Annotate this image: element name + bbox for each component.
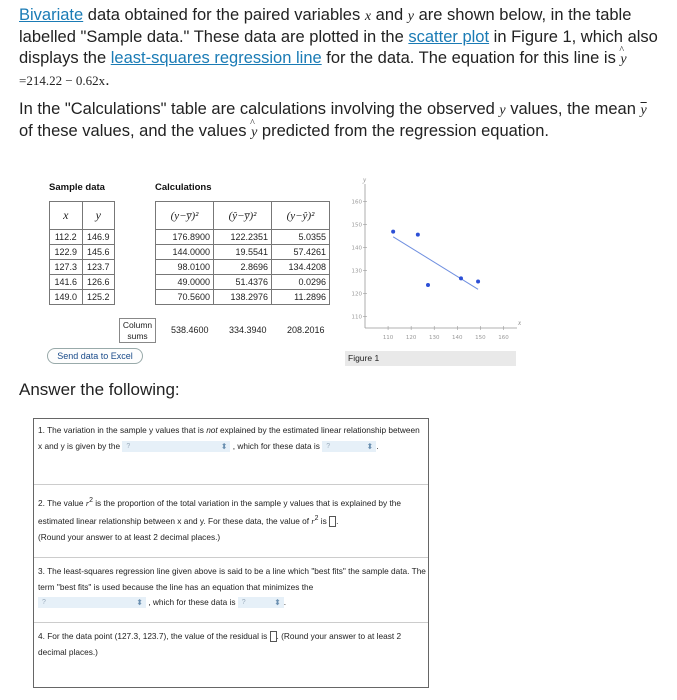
cell: 11.2896 xyxy=(272,290,330,305)
q2-answer-input[interactable] xyxy=(329,516,339,527)
q-text: is xyxy=(320,516,327,527)
cell: 5.0355 xyxy=(272,230,330,245)
cell: 123.7 xyxy=(82,260,115,275)
cell: 122.2351 xyxy=(214,230,272,245)
cell: 134.4208 xyxy=(272,260,330,275)
q-text: , which for these data is xyxy=(232,440,320,451)
table-row xyxy=(156,245,330,260)
data-point xyxy=(476,280,480,284)
var-x: x xyxy=(364,9,372,24)
question-3 xyxy=(38,564,426,611)
cell: 19.5541 xyxy=(214,245,272,260)
intro-text: data obtained for the paired variables xyxy=(87,6,361,24)
table-row xyxy=(50,245,115,260)
calculations-table xyxy=(155,201,330,305)
cell: 176.8900 xyxy=(156,230,214,245)
x-tick-label: 130 xyxy=(428,335,440,341)
q-text: . xyxy=(376,440,379,451)
y-tick-label: 120 xyxy=(351,291,362,298)
y-tick-label: 160 xyxy=(351,199,362,206)
q-text: , which for these data is xyxy=(148,597,236,607)
table-row xyxy=(156,275,330,290)
y-tick-label: 110 xyxy=(351,314,362,321)
y-hat-symbol: ^ y xyxy=(250,118,258,140)
link-bivariate[interactable]: Bivariate xyxy=(19,6,84,24)
cell: 141.6 xyxy=(50,275,83,290)
q3-dropdown-value[interactable] xyxy=(238,597,287,608)
var-y: y xyxy=(407,9,414,24)
sum-explained: 334.3940 xyxy=(229,325,267,335)
intro-paragraph-1 xyxy=(19,5,659,91)
cell: 125.2 xyxy=(82,290,115,305)
intro-text: In the "Calculations" table are calculations involving the observed xyxy=(19,100,495,118)
table-row xyxy=(50,230,115,245)
intro-text: are shown below, in the table labelled "Sample data." These data are plotted in the xyxy=(19,6,632,46)
cell: 98.0100 xyxy=(156,260,214,275)
x-tick-label: 120 xyxy=(405,335,417,341)
cell: 0.0296 xyxy=(272,275,330,290)
data-point xyxy=(391,230,395,234)
cell: 149.0 xyxy=(50,290,83,305)
calculations-label: Calculations xyxy=(155,182,212,193)
header-total-variation: (y−y̅)² xyxy=(156,202,214,230)
cell: 112.2 xyxy=(50,230,83,245)
x-tick-label: 110 xyxy=(382,335,394,341)
q4-answer-input[interactable] xyxy=(270,631,277,642)
dropdown-arrow-icon: ⬍ xyxy=(274,598,281,608)
cell: 144.0000 xyxy=(156,245,214,260)
intro-paragraph-2 xyxy=(19,99,659,143)
cell: 51.4376 xyxy=(214,275,272,290)
figure-caption: Figure 1 xyxy=(345,351,516,366)
q-text: explained by the estimated linear relationship between x and y is given by the xyxy=(38,425,420,451)
x-axis-label: x xyxy=(518,319,522,327)
intro-text: predicted from the regression equation. xyxy=(261,122,549,140)
table-row xyxy=(156,230,330,245)
intro-text: in Figure 1, which also displays the xyxy=(19,28,658,67)
answer-heading: Answer the following: xyxy=(19,380,180,399)
cell: 122.9 xyxy=(50,245,83,260)
table-row xyxy=(50,275,115,290)
dropdown-placeholder: ? xyxy=(326,442,331,450)
x-tick-label: 140 xyxy=(452,335,463,341)
sum-unexplained: 208.2016 xyxy=(287,325,325,335)
dropdown-placeholder: ? xyxy=(42,599,46,607)
q-text: is the proportion of the total variation in the sample y values that is explained by the estimated linear relationship between x and y. For these data, the value of xyxy=(38,497,402,527)
table-row xyxy=(156,290,330,305)
r-symbol: r xyxy=(85,498,90,508)
question-4 xyxy=(38,629,426,660)
dropdown-arrow-icon: ⬍ xyxy=(136,598,143,608)
q-text: 4. For the data point (127.3, 123.7), the value of the residual is xyxy=(38,631,268,641)
scatter-plot xyxy=(340,176,522,350)
x-tick-label: 150 xyxy=(475,335,486,341)
q1-dropdown-measure[interactable] xyxy=(122,441,230,452)
cell: 70.5600 xyxy=(156,290,214,305)
period: . xyxy=(105,71,110,89)
divider xyxy=(34,622,428,623)
intro-text: and xyxy=(375,6,404,24)
cell: 57.4261 xyxy=(272,245,330,260)
superscript: 2 xyxy=(314,515,319,523)
y-axis-label: y xyxy=(363,176,367,184)
q-text: . xyxy=(336,516,339,527)
cell: 49.0000 xyxy=(156,275,214,290)
header-unexplained-variation: (y−ŷ)² xyxy=(272,202,330,230)
divider xyxy=(34,557,428,558)
superscript: 2 xyxy=(89,497,93,504)
link-scatter-plot[interactable]: scatter plot xyxy=(408,28,490,46)
r-symbol: r xyxy=(311,517,315,527)
table-row xyxy=(156,260,330,275)
cell: 127.3 xyxy=(50,260,83,275)
cell: 2.8696 xyxy=(214,260,272,275)
dropdown-placeholder: ? xyxy=(126,442,131,450)
q3-dropdown-measure[interactable] xyxy=(38,597,146,608)
dropdown-arrow-icon: ⬍ xyxy=(220,441,228,451)
q-text: 2. The value xyxy=(38,497,84,508)
y-bar-symbol: $\overline{y}$ xyxy=(640,103,647,118)
dropdown-placeholder: ? xyxy=(241,599,246,607)
x-tick-label: 160 xyxy=(498,335,509,341)
table-row xyxy=(50,290,115,305)
column-sums-label: Column sums xyxy=(119,318,156,343)
sample-data-label: Sample data xyxy=(49,182,105,193)
y-hat-symbol: ^ y xyxy=(619,45,627,67)
questions-panel xyxy=(33,418,429,688)
link-least-squares[interactable]: least-squares regression line xyxy=(110,49,322,67)
regression-equation: =214.22 − 0.62x xyxy=(19,73,106,88)
regression-line xyxy=(393,237,478,289)
send-to-excel-button[interactable]: Send data to Excel xyxy=(47,348,143,364)
y-tick-label: 150 xyxy=(351,222,362,229)
question-1 xyxy=(38,423,426,454)
divider xyxy=(34,484,428,485)
q-text: . (Round your answer to at least 2 decimal places.) xyxy=(38,631,402,657)
sum-total: 538.4600 xyxy=(171,325,209,335)
data-point xyxy=(426,283,430,287)
cell: 145.6 xyxy=(82,245,115,260)
q-text: (Round your answer to at least 2 decimal places.) xyxy=(38,531,221,542)
q-emphasis: not xyxy=(206,425,218,435)
q-text: . xyxy=(283,597,287,607)
q1-dropdown-value[interactable] xyxy=(322,440,379,452)
y-tick-label: 130 xyxy=(351,268,362,275)
table-row xyxy=(50,260,115,275)
cell: 146.9 xyxy=(82,230,115,245)
data-point xyxy=(416,233,420,237)
q-text: 3. The least-squares regression line given above is said to be a line which "best fits" the sample data. The term "best fits" is used because the line has an equation that minimizes the xyxy=(38,566,426,592)
y-tick-label: 140 xyxy=(351,245,362,252)
intro-text: of these values, and the values xyxy=(19,122,247,140)
dropdown-arrow-icon: ⬍ xyxy=(366,441,374,451)
cell: 138.2976 xyxy=(214,290,272,305)
intro-text: values, the mean xyxy=(510,100,636,118)
question-2 xyxy=(38,493,426,545)
header-x: x xyxy=(50,202,83,230)
header-explained-variation: (ŷ−y̅)² xyxy=(214,202,272,230)
cell: 126.6 xyxy=(82,275,115,290)
intro-text: for the data. The equation for this line is xyxy=(326,49,616,67)
header-y: y xyxy=(82,202,115,230)
data-point xyxy=(459,276,463,280)
q-text: 1. The variation in the sample y values that is xyxy=(38,425,204,435)
var-y: y xyxy=(499,103,506,118)
sample-data-table xyxy=(49,201,115,305)
